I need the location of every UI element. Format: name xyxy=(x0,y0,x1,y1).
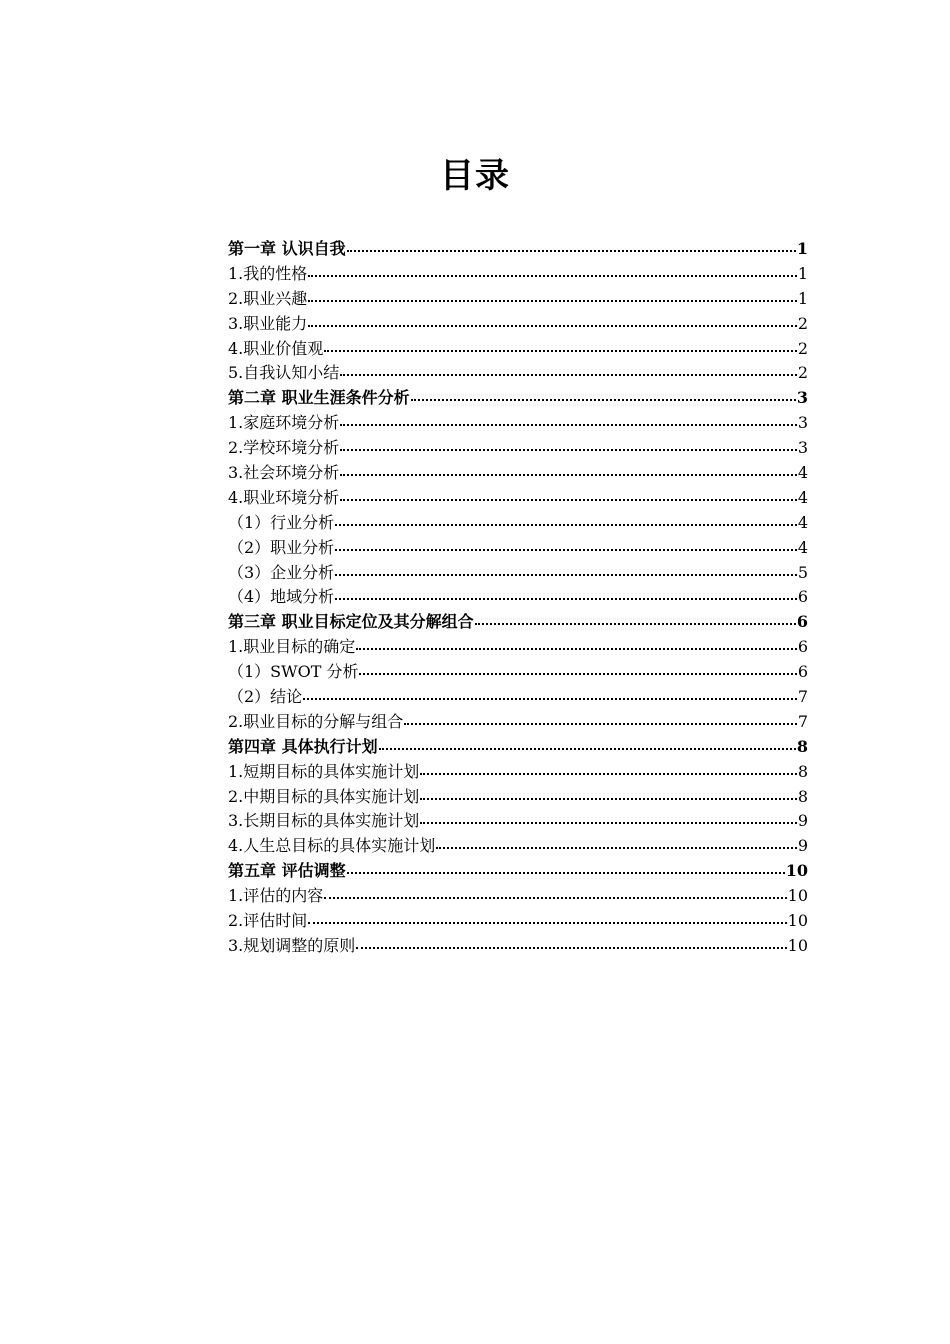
toc-item-entry[interactable] xyxy=(228,785,808,810)
toc-page-number: 1 xyxy=(797,263,808,283)
toc-page-number: 9 xyxy=(797,836,808,856)
toc-leader-dots xyxy=(335,598,797,600)
toc-chapter-entry[interactable] xyxy=(228,859,808,884)
toc-leader-dots xyxy=(347,872,785,874)
toc-entry-label: 1.短期目标的具体实施计划 xyxy=(228,761,420,781)
toc-page-number: 4 xyxy=(797,512,808,532)
toc-entry-label: 3.规划调整的原则 xyxy=(228,935,356,955)
page-title: 目录 xyxy=(440,156,510,196)
toc-item-entry[interactable] xyxy=(228,287,808,312)
toc-leader-dots xyxy=(308,300,797,302)
toc-entry-label: 3.职业能力 xyxy=(228,313,308,333)
toc-chapter-entry[interactable] xyxy=(228,237,808,262)
toc-entry-label: 第一章 认识自我 xyxy=(228,239,346,258)
toc-page-number: 2 xyxy=(797,363,808,383)
toc-page-number: 9 xyxy=(797,811,808,831)
toc-leader-dots xyxy=(340,499,797,501)
toc-leader-dots xyxy=(420,798,797,800)
toc-page-number: 6 xyxy=(796,612,808,632)
toc-leader-dots xyxy=(308,275,797,277)
toc-entry-label: 1.评估的内容 xyxy=(228,886,324,906)
toc-page-number: 2 xyxy=(797,313,808,333)
toc-leader-dots xyxy=(335,549,797,551)
toc-page-number: 2 xyxy=(797,338,808,358)
toc-entry-label: 2.学校环境分析 xyxy=(228,438,340,458)
toc-entry-label: 1.我的性格 xyxy=(228,263,308,283)
toc-leader-dots xyxy=(308,922,786,924)
toc-leader-dots xyxy=(340,374,797,376)
toc-item-entry[interactable] xyxy=(228,934,808,959)
toc-entry-label: 2.职业兴趣 xyxy=(228,288,308,308)
table-of-contents xyxy=(228,237,808,959)
toc-leader-dots xyxy=(303,698,797,700)
toc-item-entry[interactable] xyxy=(228,760,808,785)
toc-page-number: 4 xyxy=(797,487,808,507)
toc-page-number: 3 xyxy=(797,438,808,458)
toc-entry-label: （1）行业分析 xyxy=(228,512,335,532)
toc-item-entry[interactable] xyxy=(228,411,808,436)
toc-page-number: 6 xyxy=(797,662,808,682)
toc-page-number: 1 xyxy=(796,239,808,258)
toc-entry-label: 5.自我认知小结 xyxy=(228,363,340,383)
toc-item-entry[interactable] xyxy=(228,262,808,287)
toc-page-number: 10 xyxy=(787,886,808,906)
toc-page-number: 6 xyxy=(797,587,808,607)
toc-entry-label: 2.评估时间 xyxy=(228,911,308,931)
toc-page-number: 10 xyxy=(785,861,808,881)
toc-entry-label: 第四章 具体执行计划 xyxy=(228,736,378,756)
toc-page-number: 3 xyxy=(796,388,808,408)
toc-entry-label: 2.中期目标的具体实施计划 xyxy=(228,786,420,806)
toc-chapter-entry[interactable] xyxy=(228,610,808,635)
toc-page-number: 8 xyxy=(797,761,808,781)
toc-entry-label: （2）职业分析 xyxy=(228,537,335,557)
toc-item-entry[interactable] xyxy=(228,436,808,461)
toc-page-number: 4 xyxy=(797,537,808,557)
toc-item-entry[interactable] xyxy=(228,536,808,561)
toc-leader-dots xyxy=(324,350,797,352)
toc-entry-label: 第三章 职业目标定位及其分解组合 xyxy=(228,612,474,632)
toc-leader-dots xyxy=(340,449,797,451)
toc-entry-label: 4.职业环境分析 xyxy=(228,487,340,507)
toc-page-number: 7 xyxy=(797,687,808,707)
toc-entry-label: 2.职业目标的分解与组合 xyxy=(228,711,404,731)
toc-entry-label: 1.家庭环境分析 xyxy=(228,413,340,433)
toc-entry-label: 第二章 职业生涯条件分析 xyxy=(228,388,410,408)
toc-leader-dots xyxy=(335,524,797,526)
toc-entry-label: （2）结论 xyxy=(228,687,303,707)
toc-page-number: 8 xyxy=(797,786,808,806)
toc-page-number: 1 xyxy=(797,288,808,308)
toc-item-entry[interactable] xyxy=(228,660,808,685)
toc-page-number: 6 xyxy=(797,637,808,657)
toc-leader-dots xyxy=(404,723,797,725)
toc-leader-dots xyxy=(379,748,796,750)
toc-entry-label: 3.社会环境分析 xyxy=(228,463,340,483)
toc-page-number: 3 xyxy=(797,413,808,433)
toc-leader-dots xyxy=(356,947,786,949)
toc-entry-label: （3）企业分析 xyxy=(228,562,335,582)
toc-page-number: 7 xyxy=(797,711,808,731)
toc-item-entry[interactable] xyxy=(228,635,808,660)
toc-leader-dots xyxy=(411,399,796,401)
toc-entry-label: （4）地域分析 xyxy=(228,587,335,607)
toc-entry-label: 4.人生总目标的具体实施计划 xyxy=(228,836,436,856)
toc-entry-label: 3.长期目标的具体实施计划 xyxy=(228,811,420,831)
toc-item-entry[interactable] xyxy=(228,585,808,610)
toc-entry-label: 1.职业目标的确定 xyxy=(228,637,356,657)
toc-leader-dots xyxy=(356,648,797,650)
toc-item-entry[interactable] xyxy=(228,809,808,834)
toc-leader-dots xyxy=(359,673,796,675)
toc-item-entry[interactable] xyxy=(228,312,808,337)
toc-item-entry[interactable] xyxy=(228,461,808,486)
toc-entry-label: 第五章 评估调整 xyxy=(228,861,346,881)
toc-leader-dots xyxy=(340,474,797,476)
toc-item-entry[interactable] xyxy=(228,685,808,710)
toc-page-number: 10 xyxy=(787,911,808,931)
toc-chapter-entry[interactable] xyxy=(228,386,808,411)
toc-entry-label: （1）SWOT 分析 xyxy=(228,662,359,682)
toc-chapter-entry[interactable] xyxy=(228,735,808,760)
toc-item-entry[interactable] xyxy=(228,337,808,362)
toc-item-entry[interactable] xyxy=(228,361,808,386)
toc-item-entry[interactable] xyxy=(228,561,808,586)
toc-item-entry[interactable] xyxy=(228,486,808,511)
toc-page-number: 4 xyxy=(797,463,808,483)
toc-item-entry[interactable] xyxy=(228,511,808,536)
toc-leader-dots xyxy=(420,822,797,824)
toc-leader-dots xyxy=(324,897,786,899)
toc-item-entry[interactable] xyxy=(228,909,808,934)
toc-entry-label: 4.职业价值观 xyxy=(228,338,324,358)
toc-page-number: 5 xyxy=(797,562,808,582)
toc-leader-dots xyxy=(308,325,797,327)
toc-leader-dots xyxy=(475,623,796,625)
toc-item-entry[interactable] xyxy=(228,834,808,859)
toc-item-entry[interactable] xyxy=(228,710,808,735)
toc-leader-dots xyxy=(347,250,796,252)
toc-leader-dots xyxy=(335,574,797,576)
toc-leader-dots xyxy=(340,424,797,426)
toc-leader-dots xyxy=(420,773,797,775)
toc-page-number: 8 xyxy=(796,736,808,756)
toc-page-number: 10 xyxy=(787,935,808,955)
toc-leader-dots xyxy=(436,847,797,849)
toc-item-entry[interactable] xyxy=(228,884,808,909)
